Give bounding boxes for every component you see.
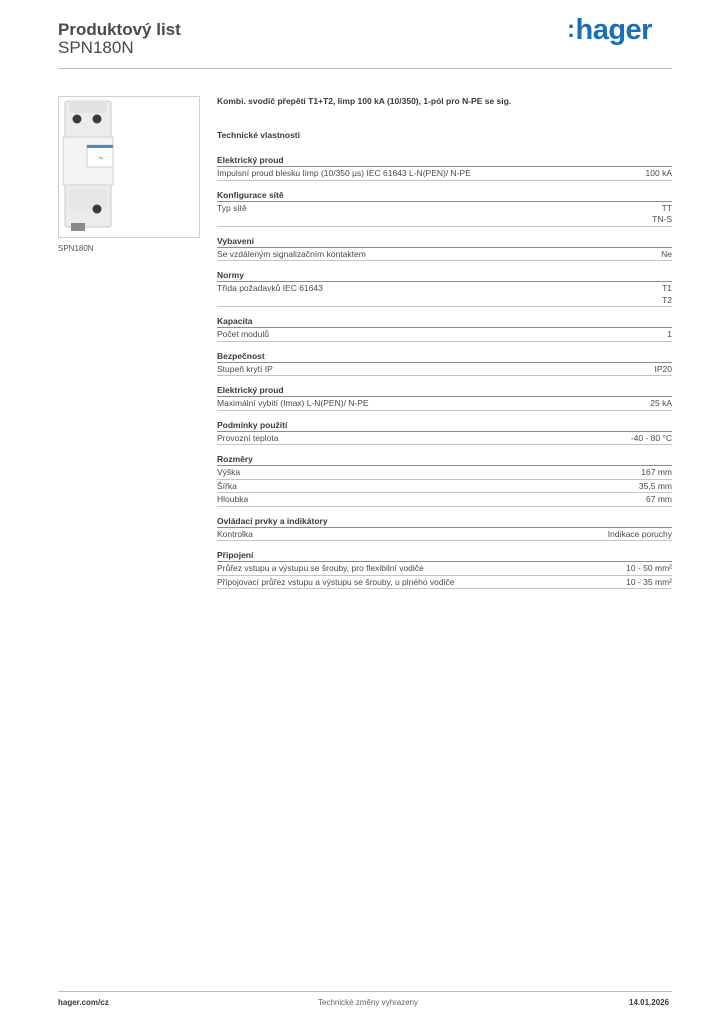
spec-value-line: T1 — [662, 283, 672, 293]
spec-value — [626, 563, 672, 575]
spec-value — [631, 433, 672, 445]
spec-group — [217, 420, 672, 446]
spec-group-title: Podmínky použití — [217, 420, 672, 432]
spec-value — [646, 494, 672, 506]
spec-row — [217, 167, 672, 181]
brand-name: hager — [575, 14, 652, 46]
spec-value-line: TT — [661, 202, 672, 213]
spec-value-line: 100 kA — [645, 168, 672, 178]
footer-date: 14.01.2026 — [629, 998, 670, 1007]
spec-label: Stupeň krytí IP — [217, 363, 273, 374]
product-image — [58, 96, 200, 238]
spec-value — [650, 398, 672, 410]
spec-group-title: Bezpečnost — [217, 351, 672, 363]
spec-label: Počet modulů — [217, 329, 269, 339]
product-description: Kombi. svodič přepětí T1+T2, Iimp 100 kA (10/350), 1-pól pro N-PE se sig. — [217, 96, 512, 106]
spec-value — [667, 329, 672, 341]
product-code: SPN180N — [58, 38, 134, 57]
spec-group — [217, 385, 672, 411]
spec-row — [217, 432, 672, 446]
spec-group — [217, 155, 672, 181]
spec-group-title: Normy — [217, 270, 672, 282]
spec-value-line: -40 - 80 °C — [630, 432, 672, 443]
spec-label: Se vzdáleným signalizačním kontaktem — [217, 248, 366, 259]
spec-row — [217, 328, 672, 342]
spec-value — [646, 168, 672, 180]
section-title: Technické vlastnosti — [217, 130, 300, 140]
spec-row — [217, 248, 672, 262]
spec-label: Výška — [217, 467, 241, 477]
spec-value — [639, 481, 672, 493]
spec-value — [662, 283, 672, 306]
spec-value-line: 167 mm — [641, 467, 672, 477]
spec-value — [655, 364, 673, 376]
spec-value — [608, 529, 672, 541]
spec-label: Připojovací průřez vstupu a výstupu se šrouby, u plného vodiče — [217, 576, 455, 587]
spec-group — [217, 550, 672, 589]
spec-row — [217, 493, 672, 507]
spec-content — [217, 96, 672, 598]
spec-value — [641, 467, 672, 479]
spec-group-title: Kapacita — [217, 316, 672, 328]
spec-value-line: Indikace poruchy — [607, 528, 672, 539]
spec-value-line: IP20 — [654, 363, 672, 374]
spec-group-title: Připojení — [217, 550, 672, 562]
spec-value — [652, 203, 672, 226]
spec-group — [217, 190, 672, 227]
product-caption: SPN180N — [58, 244, 94, 253]
footer-divider — [58, 991, 672, 992]
footer-website[interactable]: hager.com/cz — [58, 998, 109, 1007]
spec-value-line: T2 — [662, 294, 672, 305]
spec-label: Provozní teplota — [217, 432, 279, 443]
spec-value-line: 25 kA — [650, 398, 672, 408]
spec-label: Hloubka — [217, 494, 249, 504]
spec-group — [217, 454, 672, 507]
spec-value-line: 10 - 35 mm² — [626, 576, 672, 587]
spec-row — [217, 528, 672, 542]
spec-group — [217, 270, 672, 307]
spec-row — [217, 480, 672, 494]
spec-row — [217, 363, 672, 377]
spec-group-title: Ovládací prvky a indikátory — [217, 516, 672, 528]
spec-group-title: Rozměry — [217, 454, 672, 466]
footer-notice: Technické změny vyhrazeny — [318, 998, 419, 1007]
header-divider — [58, 68, 672, 69]
spec-group-title: Vybavení — [217, 236, 672, 248]
spec-group — [217, 516, 672, 542]
spec-group-title: Elektrický proud — [217, 155, 672, 167]
spec-value — [661, 249, 672, 261]
spec-label: Maximální vybití (Imax) L-N(PEN)/ N-PE — [217, 398, 369, 408]
spec-value-line: 1 — [667, 329, 672, 339]
spec-group — [217, 351, 672, 377]
spec-label: Šířka — [217, 480, 237, 491]
spec-row — [217, 466, 672, 480]
spec-label: Kontrolka — [217, 528, 253, 539]
spec-label: Průřez vstupu a výstupu se šrouby, pro flexibilní vodiče — [217, 563, 424, 573]
spec-value — [626, 577, 672, 589]
spec-group-title: Konfigurace sítě — [217, 190, 672, 202]
spec-label: Impulsní proud blesku Iimp (10/350 µs) IEC 61643 L-N(PEN)/ N-PE — [217, 168, 471, 178]
spec-label: Třída požadavků IEC 61643 — [217, 283, 323, 293]
spec-group — [217, 236, 672, 262]
page-title: Produktový list — [58, 20, 181, 39]
spec-row — [217, 282, 672, 307]
spec-value-line: Ne — [661, 248, 672, 259]
spec-label: Typ sítě — [217, 202, 247, 213]
spec-group-title: Elektrický proud — [217, 385, 672, 397]
spec-value-line: TN-S — [652, 214, 672, 224]
spec-value-line: 35,5 mm — [638, 480, 672, 491]
spec-value-line: 10 - 50 mm² — [626, 563, 672, 573]
surge-protector-illustration — [59, 97, 199, 237]
spec-group — [217, 316, 672, 342]
spec-row — [217, 397, 672, 411]
brand-logo: :hager — [567, 14, 652, 46]
spec-row — [217, 202, 672, 227]
spec-value-line: 67 mm — [646, 494, 672, 504]
spec-groups — [217, 155, 672, 589]
spec-row — [217, 562, 672, 576]
spec-row — [217, 576, 672, 590]
